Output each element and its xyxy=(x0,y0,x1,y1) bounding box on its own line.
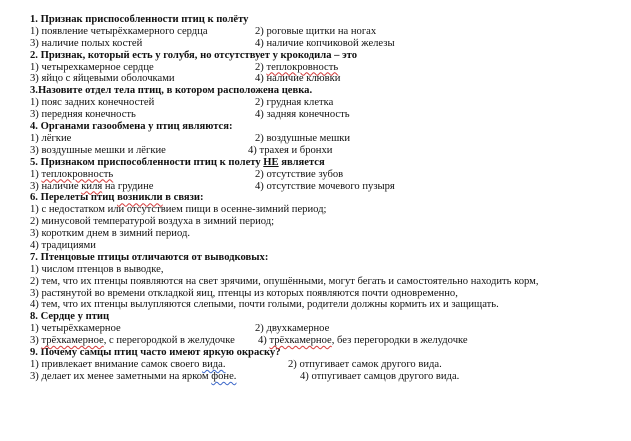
question-2-options-row-1 xyxy=(30,62,621,74)
question-9-option-3-word: фоне. xyxy=(211,370,237,382)
question-6-option-2: 2) минусовой температурой воздуха в зимний период; xyxy=(30,216,275,228)
question-2-option-2 xyxy=(255,62,338,74)
question-5-option-3-end: на грудине xyxy=(102,180,154,192)
question-8-option-4-number: 4) xyxy=(258,335,270,347)
question-2-options-row-2 xyxy=(30,73,621,85)
question-1-title: 1. Признак приспособленности птиц к полёту xyxy=(30,14,249,25)
question-8-option-2: 2) двухкамерное xyxy=(255,323,330,335)
question-5-title xyxy=(30,157,621,169)
question-9-option-2: 2) отпугивает самок другого вида. xyxy=(288,358,442,370)
question-8-options-row-2 xyxy=(30,335,621,347)
question-4-option-3: 3) воздушные мешки и лёгкие xyxy=(30,144,166,156)
question-8-options-row-1 xyxy=(30,323,621,335)
question-5-options-row-2 xyxy=(30,181,621,193)
question-8-option-4-word: трёхкамерное xyxy=(269,335,332,347)
question-4-options-row-2 xyxy=(30,145,621,157)
question-1-options-row-2 xyxy=(30,38,621,50)
question-6-title xyxy=(30,192,621,204)
question-5-option-1-word: теплокровность xyxy=(41,168,114,180)
question-2-option-4: 4) наличие клювки xyxy=(255,73,341,85)
question-1-option-1: 1) появление четырёхкамерного сердца xyxy=(30,25,208,37)
question-9-option-3 xyxy=(30,371,236,382)
question-9-option-1-text: 1) привлекает внимание самок своего xyxy=(30,358,203,370)
question-6-title-word: возникли xyxy=(117,192,163,204)
question-2-option-2-word: теплокровность xyxy=(266,61,339,73)
question-9-options-row-1 xyxy=(30,359,621,371)
question-6-option-4: 4) традициями xyxy=(30,240,96,252)
question-2-title: 2. Признак, который есть у голубя, но отсутствует у крокодила – это xyxy=(30,49,358,61)
question-5-title-text: 5. Признаком приспособленности птиц к полету xyxy=(30,156,264,168)
question-5-option-1 xyxy=(30,169,113,180)
question-3-title: 3.Назовите отдел тела птиц, в котором расположена цевка. xyxy=(30,85,313,97)
question-2-option-1: 1) четырехкамерное сердце xyxy=(30,61,154,73)
question-8-option-3-number: 3) xyxy=(30,335,42,347)
question-1-options-row-1 xyxy=(30,26,621,38)
question-9-option-3-text: 3) делает их менее заметными на ярком xyxy=(30,370,212,382)
question-7-title: 7. Птенцовые птицы отличаются от выводковых: xyxy=(30,251,269,263)
question-8-option-3-word: трёхкамерное xyxy=(41,335,104,347)
question-2-option-3 xyxy=(30,73,175,84)
question-8-option-4 xyxy=(258,335,468,347)
question-5-option-2: 2) отсутствие зубов xyxy=(255,168,344,180)
question-3-option-3: 3) передняя конечность xyxy=(30,109,136,121)
question-1-option-3: 3) наличие полых костей xyxy=(30,37,143,49)
question-3-option-2: 2) грудная клетка xyxy=(255,97,334,109)
question-1-option-2: 2) роговые щитки на ногах xyxy=(255,25,377,37)
question-9-option-4: 4) отпугивает самцов другого вида. xyxy=(300,370,460,382)
question-2-option-3-number: 3) xyxy=(30,73,42,85)
question-9-option-1 xyxy=(30,359,226,370)
question-4-title: 4. Органами газообмена у птиц являются: xyxy=(30,121,233,133)
question-5-option-1-number: 1) xyxy=(30,168,42,180)
question-8-option-3-end: , с перегородкой в желудочке xyxy=(103,335,235,347)
question-5-title-end: является xyxy=(278,156,325,168)
question-8-option-4-end: , без перегородки в желудочке xyxy=(331,335,468,347)
question-4-option-4: 4) трахея и бронхи xyxy=(248,144,333,156)
question-2-option-2-number: 2) xyxy=(255,61,267,73)
question-7-option-1: 1) числом птенцов в выводке, xyxy=(30,263,164,275)
question-6-option-1: 1) с недостатком или отсутствием пищи в осенне-зимний период; xyxy=(30,204,327,216)
question-8-title: 8. Сердце у птиц xyxy=(30,311,110,323)
question-7-option-4: 4) тем, что их птенцы вылупляются слепыми, почти голыми, родители должны кормить их и защищать. xyxy=(30,299,499,311)
question-1-option-4: 4) наличие копчиковой железы xyxy=(255,37,395,49)
question-9-title: 9. Почему самцы птиц часто имеют яркую окраску? xyxy=(30,347,281,359)
question-3-options-row-2 xyxy=(30,109,621,121)
question-4-option-1: 1) лёгкие xyxy=(30,132,72,144)
question-9-option-1-word: вида. xyxy=(202,358,226,370)
question-5-option-3-word: киля xyxy=(81,180,103,192)
question-6-title-text: 6. Перелеты птиц xyxy=(30,192,118,204)
question-3-option-1: 1) пояс задних конечностей xyxy=(30,97,155,109)
question-5-options-row-1 xyxy=(30,169,621,181)
question-6-title-end: в связи: xyxy=(162,192,204,204)
question-5-option-4: 4) отсутствие мочевого пузыря xyxy=(255,180,395,192)
question-5-title-negation: НЕ xyxy=(263,156,279,168)
question-3-options-row-1 xyxy=(30,97,621,109)
question-2-option-3-word: яйцо с яйцевыми оболочками xyxy=(41,73,175,85)
question-5-option-3-start: 3) наличие xyxy=(30,180,82,192)
question-7-option-2: 2) тем, что их птенцы появляются на свет зрячими, опушёнными, могут бегать и самостоятельно находить корм, xyxy=(30,275,539,287)
question-4-option-2: 2) воздушные мешки xyxy=(255,132,351,144)
question-9-options-row-2 xyxy=(30,371,621,383)
question-7-option-3: 3) растянутой во времени откладкой яиц, птенцы из которых появляются почти одновременно, xyxy=(30,287,458,299)
question-8-option-1: 1) четырёхкамерное xyxy=(30,323,121,335)
question-3-option-4: 4) задняя конечность xyxy=(255,109,350,121)
question-8-option-3 xyxy=(30,335,235,346)
question-5-option-3 xyxy=(30,181,153,192)
question-4-options-row-1 xyxy=(30,133,621,145)
question-6-option-3: 3) коротким днем в зимний период. xyxy=(30,228,190,240)
